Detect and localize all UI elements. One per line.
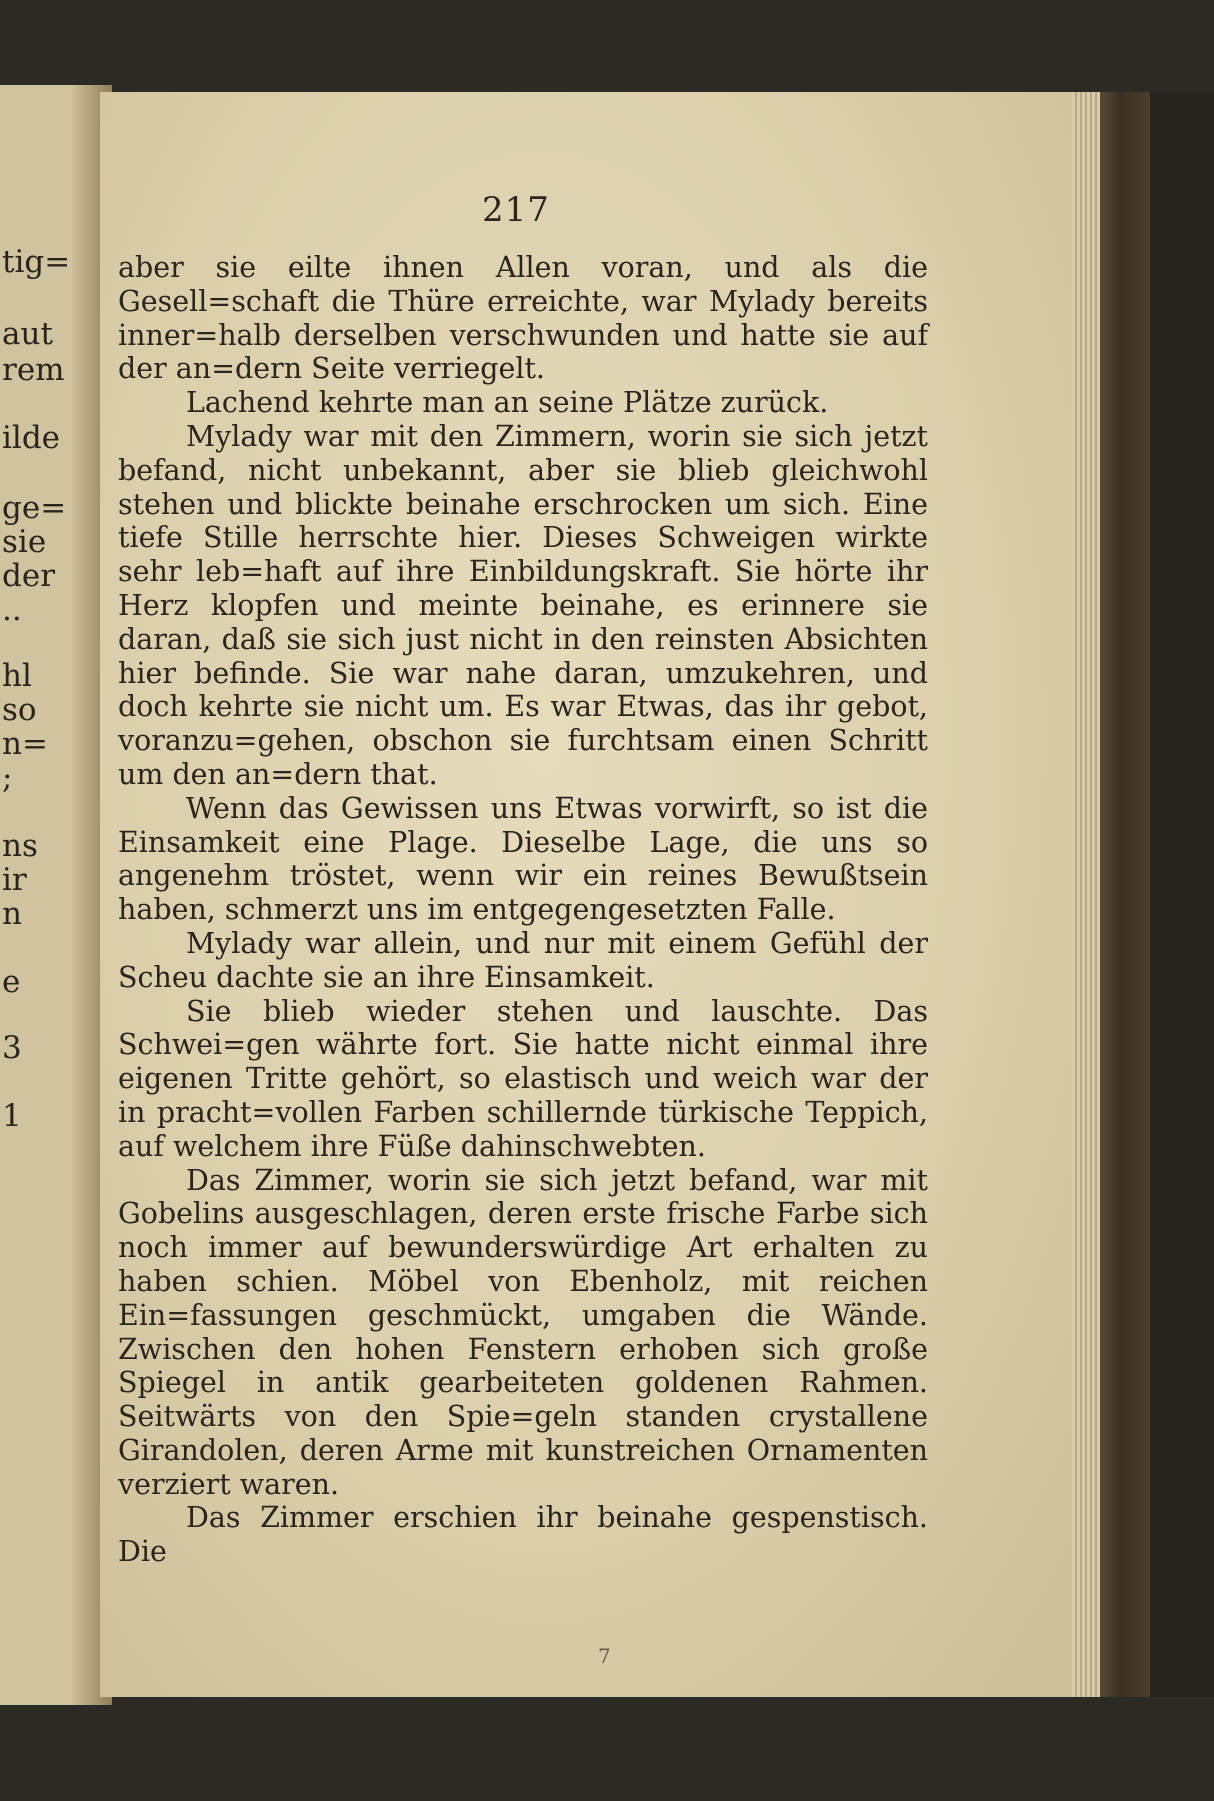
paragraph: Mylady war mit den Zimmern, worin sie sich jetzt befand, nicht unbekannt, aber sie blieb gleichwohl stehen und blickte beinahe erschrocken um sich. Eine tiefe Stille herrschte hier. Dieses Schweigen wirkte sehr leb=haft auf ihre Einbildungskraft. Sie hörte ihr Herz klopfen und meinte beinahe, es erinnere sie daran, daß sie sich just nicht in den reinsten Absichten hier befinde. Sie war nahe daran, umzukehren, und doch kehrte sie nicht um. Es war Etwas, das ihr gebot, voranzu=gehen, obschon sie furchtsam einen Schritt um den an=dern that. xyxy=(118,419,928,791)
left-margin-fragment: tig= xyxy=(2,244,71,280)
left-margin-fragment: aut xyxy=(2,316,53,352)
paragraph: Das Zimmer, worin sie sich jetzt befand, war mit Gobelins ausgeschlagen, deren erste frische Farbe sich noch immer auf bewunderswürdige Art erhalten zu haben schien. Möbel von Ebenholz, mit reichen Ein=fassungen geschmückt, umgaben die Wände. Zwischen den hohen Fenstern erhoben sich große Spiegel in antik gearbeiteten goldenen Rahmen. Seitwärts von den Spie=geln standen crystallene Girandolen, deren Arme mit kunstreichen Ornamenten verziert waren. xyxy=(118,1163,928,1501)
left-margin-fragment: rem xyxy=(2,352,65,388)
left-margin-fragment: n xyxy=(2,896,22,932)
left-margin-fragment: n= xyxy=(2,726,48,762)
paragraph: Lachend kehrte man an seine Plätze zurück. xyxy=(186,386,829,420)
left-margin-fragment: der xyxy=(2,558,56,594)
left-margin-fragment: ir xyxy=(2,862,27,898)
paragraph: Sie blieb wieder stehen und lauschte. Das Schwei=gen währte fort. Sie hatte nicht einmal ihre eigenen Tritte gehört, so elastisch und weich war der in pracht=vollen Farben schillernde türkische Teppich, auf welchem ihre Füße dahinschwebten. xyxy=(118,994,928,1163)
page-number: 217 xyxy=(482,190,550,230)
left-margin-fragment: .. xyxy=(2,592,22,628)
left-margin-fragment: 3 xyxy=(2,1030,22,1066)
scan-background xyxy=(1150,92,1214,1697)
paragraph-continued: aber sie eilte ihnen Allen voran, und als die Gesell=schaft die Thüre erreichte, war Mylady bereits inner=halb derselben verschwunden und hatte sie auf der an=dern Seite verriegelt. xyxy=(118,251,928,386)
page-block-edge xyxy=(1072,92,1102,1697)
left-margin-fragment: so xyxy=(2,692,37,728)
left-margin-fragment: e xyxy=(2,964,21,1000)
left-margin-fragment: sie xyxy=(2,524,47,560)
left-margin-fragment: 1 xyxy=(2,1098,22,1134)
book-cover-edge xyxy=(1100,92,1150,1697)
paragraph: Das Zimmer erschien ihr beinahe gespenstisch. Die xyxy=(118,1501,928,1569)
paragraph: Mylady war allein, und nur mit einem Gefühl der Scheu dachte sie an ihre Einsamkeit. xyxy=(118,926,928,994)
left-margin-fragment: hl xyxy=(2,658,32,694)
paragraph: Wenn das Gewissen uns Etwas vorwirft, so ist die Einsamkeit eine Plage. Dieselbe Lage, die uns so angenehm tröstet, wenn wir ein reines Bewußtsein haben, schmerzt uns im entgegengesetzten Falle. xyxy=(118,791,928,927)
left-page-edge xyxy=(0,85,82,1705)
page-body xyxy=(118,251,928,1569)
left-margin-fragment: ; xyxy=(2,760,13,796)
signature-mark: 7 xyxy=(598,1644,611,1668)
left-margin-fragment: ilde xyxy=(2,420,61,456)
left-margin-fragment: ge= xyxy=(2,490,67,526)
left-margin-fragment: ns xyxy=(2,828,38,864)
